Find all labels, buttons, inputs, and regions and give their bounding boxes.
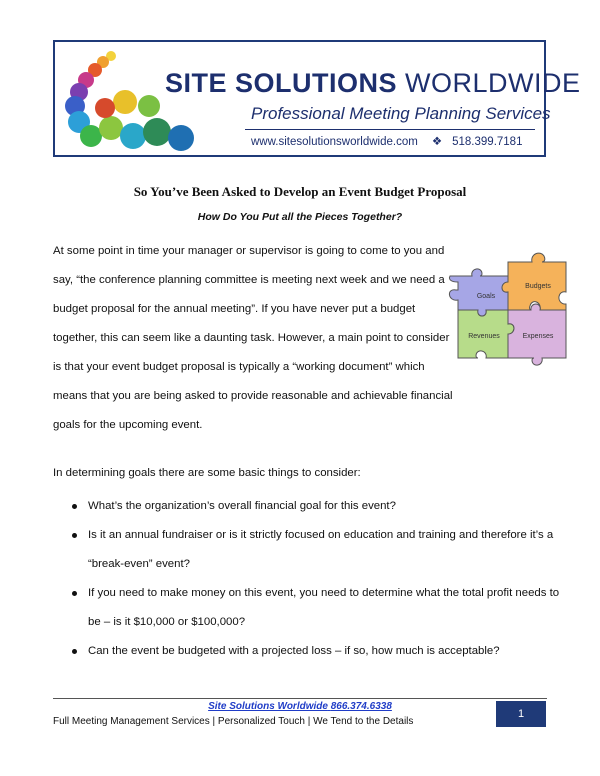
list-item: [53, 521, 553, 579]
company-name: [165, 68, 581, 99]
paragraph-line: say, “the conference planning committee is meeting next week and we need a: [53, 274, 445, 286]
list-item-text: Is it an annual fundraiser or is it strictly focused on education and training and therefore it’s a: [88, 529, 554, 541]
paragraph-line: is that your event budget proposal is typically a “working document” which: [53, 361, 425, 373]
website-link[interactable]: www.sitesolutionsworldwide.com: [251, 136, 418, 148]
tagline: Professional Meeting Planning Services: [251, 104, 551, 123]
intro-paragraph: [53, 237, 453, 440]
list-item-text: What’s the organization’s overall financial goal for this event?: [88, 500, 396, 512]
list-item-text: If you need to make money on this event, you need to determine what the total profit needs to: [88, 587, 560, 599]
contact-line: [251, 134, 522, 148]
list-item-text: “break-even” event?: [88, 558, 190, 570]
paragraph-line: goals for the upcoming event.: [53, 419, 203, 431]
globe-9: [99, 116, 123, 140]
footer-divider: [53, 698, 547, 699]
paragraph-line: At some point in time your manager or supervisor is going to come to you and: [53, 245, 445, 257]
list-item-text: Can the event be budgeted with a projected loss – if so, how much is acceptable?: [88, 645, 500, 657]
banner-divider: [245, 129, 535, 130]
list-item: [53, 579, 560, 637]
globes-logo: [61, 46, 221, 154]
bullet-icon: [72, 591, 77, 596]
globe-13: [113, 90, 137, 114]
company-name-light: WORLDWIDE: [397, 68, 581, 98]
globe-8: [80, 125, 102, 147]
list-item: [53, 492, 553, 521]
bullet-icon: [72, 533, 77, 538]
puzzle-label-budgets: Budgets: [525, 283, 551, 290]
considerations-list: [53, 492, 560, 666]
puzzle-piece-budgets: [501, 253, 566, 310]
header-banner: [53, 40, 581, 157]
phone-number: 518.399.7181: [452, 136, 523, 148]
paragraph-line: means that you are being asked to provide reasonable and achievable financial: [53, 390, 453, 402]
considerations-intro: In determining goals there are some basic things to consider:: [53, 467, 361, 479]
footer-phone-link[interactable]: 866.374.6338: [330, 701, 392, 712]
globe-11: [143, 118, 171, 146]
paragraph-line: together, this can seem like a daunting task. However, a main point to consider: [53, 332, 450, 344]
list-item-text: be – is it $10,000 or $100,000?: [88, 616, 246, 628]
footer-company-link[interactable]: Site Solutions Worldwide: [208, 701, 328, 712]
puzzle-label-goals: Goals: [476, 293, 496, 300]
page-number: 1: [496, 701, 546, 727]
document-title: So You’ve Been Asked to Develop an Event Budget Proposal: [133, 184, 467, 199]
company-name-bold: SITE SOLUTIONS: [165, 68, 398, 98]
diamond-bullet-icon: ❖: [431, 136, 443, 148]
document-subtitle: How Do You Put all the Pieces Together?: [197, 211, 403, 223]
list-item: [53, 637, 553, 666]
puzzle-illustration: [442, 248, 572, 370]
globe-10: [120, 123, 146, 149]
bullet-icon: [72, 649, 77, 654]
paragraph-line: budget proposal for the annual meeting”. If you have never put a budget: [53, 303, 416, 315]
bullet-icon: [72, 504, 77, 509]
globe-12: [168, 125, 194, 151]
globe-15: [138, 95, 160, 117]
globe-14: [95, 98, 115, 118]
footer-tagline: Full Meeting Management Services | Personalized Touch | We Tend to the Details: [53, 716, 414, 727]
puzzle-label-revenues: Revenues: [468, 333, 500, 340]
puzzle-label-expenses: Expenses: [522, 333, 554, 340]
